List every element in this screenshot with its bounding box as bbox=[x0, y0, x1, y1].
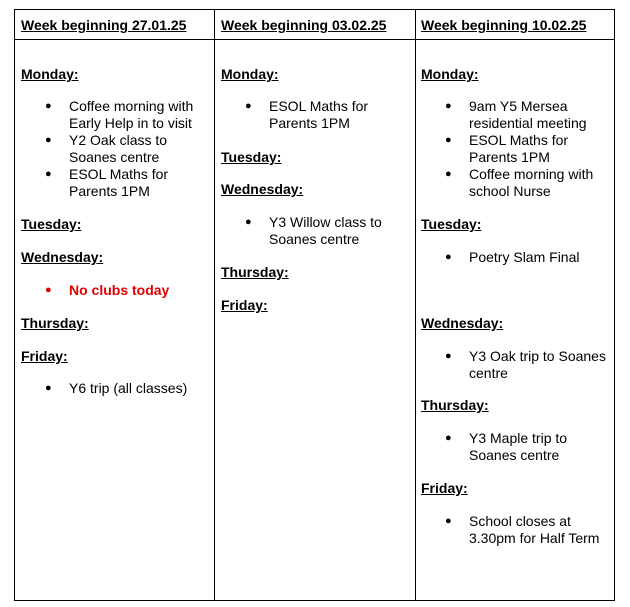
list-item: Y6 trip (all classes) bbox=[69, 380, 188, 396]
list-item: ESOL Maths for Parents 1PM bbox=[69, 166, 169, 199]
day-thursday: Thursday: bbox=[21, 315, 89, 331]
week-column-1 bbox=[15, 10, 215, 600]
bullet-icon: ● bbox=[445, 251, 452, 263]
bullet-icon: ● bbox=[445, 515, 452, 527]
schedule-table bbox=[14, 9, 615, 601]
day-tuesday: Tuesday: bbox=[421, 216, 482, 232]
list-item: Poetry Slam Final bbox=[469, 249, 580, 265]
bullet-icon: ● bbox=[445, 134, 452, 146]
bullet-icon: ● bbox=[45, 100, 52, 112]
day-tuesday: Tuesday: bbox=[21, 216, 82, 232]
week-column-2 bbox=[215, 10, 415, 600]
bullet-icon: ● bbox=[245, 100, 252, 112]
day-monday: Monday: bbox=[421, 66, 479, 82]
list-item-highlight: No clubs today bbox=[69, 282, 170, 298]
bullet-icon: ● bbox=[445, 350, 452, 362]
bullet-icon: ● bbox=[245, 216, 252, 228]
week-column-3 bbox=[415, 10, 615, 600]
list-item: Y3 Maple trip to Soanes centre bbox=[469, 430, 568, 463]
week-header: Week beginning 27.01.25 bbox=[21, 17, 187, 33]
day-monday: Monday: bbox=[221, 66, 279, 82]
list-item: Y3 Oak trip to Soanes centre bbox=[469, 348, 606, 381]
bullet-icon: ● bbox=[45, 284, 52, 296]
week-header: Week beginning 10.02.25 bbox=[421, 17, 587, 33]
day-thursday: Thursday: bbox=[221, 264, 289, 280]
list-item: School closes at 3.30pm for Half Term bbox=[469, 513, 600, 546]
bullet-icon: ● bbox=[445, 100, 452, 112]
day-monday: Monday: bbox=[21, 66, 79, 82]
list-item: 9am Y5 Mersea residential meeting bbox=[469, 98, 587, 131]
day-friday: Friday: bbox=[221, 297, 268, 313]
day-thursday: Thursday: bbox=[421, 397, 489, 413]
day-friday: Friday: bbox=[421, 480, 468, 496]
bullet-icon: ● bbox=[445, 168, 452, 180]
list-item: Coffee morning with school Nurse bbox=[469, 166, 594, 199]
day-tuesday: Tuesday: bbox=[221, 149, 282, 165]
bullet-icon: ● bbox=[45, 382, 52, 394]
day-wednesday: Wednesday: bbox=[21, 249, 104, 265]
day-wednesday: Wednesday: bbox=[421, 315, 504, 331]
list-item: Y3 Willow class to Soanes centre bbox=[269, 214, 382, 247]
day-friday: Friday: bbox=[21, 348, 68, 364]
bullet-icon: ● bbox=[445, 432, 452, 444]
list-item: Coffee morning with Early Help in to visit bbox=[69, 98, 194, 131]
bullet-icon: ● bbox=[45, 168, 52, 180]
list-item: ESOL Maths for Parents 1PM bbox=[269, 98, 369, 131]
list-item: Y2 Oak class to Soanes centre bbox=[69, 132, 168, 165]
list-item: ESOL Maths for Parents 1PM bbox=[469, 132, 569, 165]
day-wednesday: Wednesday: bbox=[221, 181, 304, 197]
bullet-icon: ● bbox=[45, 134, 52, 146]
week-header: Week beginning 03.02.25 bbox=[221, 17, 387, 33]
